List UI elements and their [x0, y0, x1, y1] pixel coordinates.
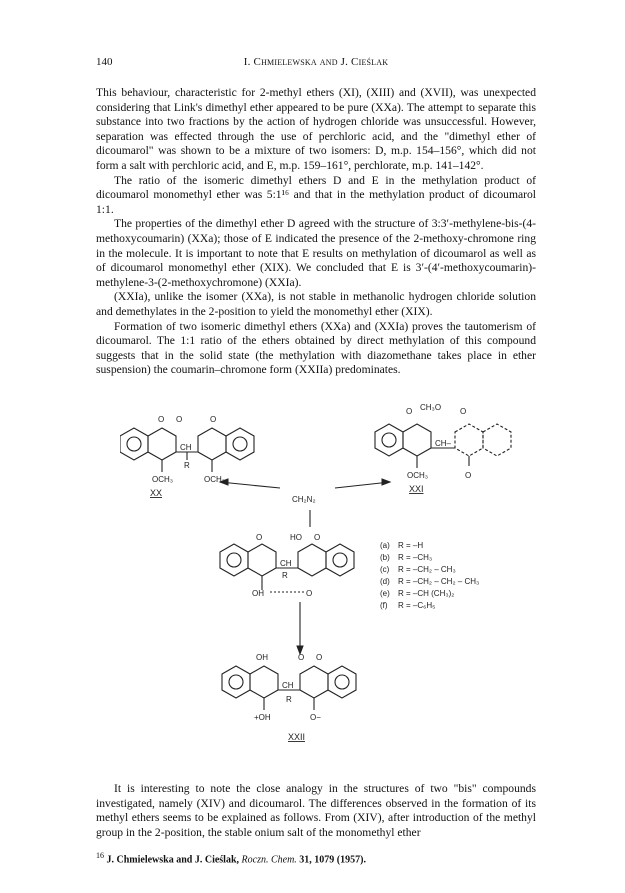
atom-label: O [176, 415, 183, 424]
atom-label: OH [252, 589, 264, 598]
footnote-ref: 16 [96, 851, 104, 860]
atom-label: CH [180, 443, 192, 452]
reaction-scheme-figure [120, 392, 520, 764]
atom-label: O [158, 415, 165, 424]
atom-label: O [314, 533, 321, 542]
footnote-authors: J. Chmielewska and J. Cieślak, [106, 854, 240, 866]
r-group-value: R = –CH₂ – CH₂ – CH₃ [398, 577, 480, 586]
atom-label: OCH₃ [407, 471, 429, 480]
atom-label: O [465, 471, 472, 480]
atom-label: R [184, 461, 190, 470]
atom-label: HO [290, 533, 302, 542]
atom-label: OH [256, 653, 268, 662]
page-number: 140 [96, 56, 113, 68]
paragraph: (XXIa), unlike the isomer (XXa), is not stable in methanolic hydrogen chloride solution and demethylates in the 2-position to yield the monomethyl ether (XIX). [96, 290, 536, 318]
atom-label: O− [310, 713, 321, 722]
atom-label: CH [280, 559, 292, 568]
r-group-value: R = –H [398, 541, 424, 550]
atom-label: O [306, 589, 313, 598]
paragraph: This behaviour, characteristic for 2-methyl ethers (XI), (XIII) and (XVII), was unexpected considering that Link's dimethyl ether appeared to be pure (XXa). The attempt to separate this substance into two fractions by the action of hydrogen chloride was unsuccessful. However, separation was effected through the use of perchloric acid, and the "dimethyl ether of dicoumarol" was shown to be a mixture of two isomers: D, m.p. 154–156°, which did not form a salt with perchloric acid, and E, m.p. 159–161°, perchlorate, m.p. 141–142°. [96, 86, 536, 172]
r-group-value: R = –C₆H₅ [398, 601, 436, 610]
running-title: I. Chmielewska and J. Cieślak [243, 56, 389, 68]
footnote-pages: 1079 (1957). [314, 854, 366, 866]
r-group-legend [380, 541, 479, 610]
body-text-bottom [96, 782, 536, 840]
atom-label: CH₃O [420, 403, 442, 412]
atom-label: +OH [254, 713, 271, 722]
compound-label-xx: XX [150, 488, 163, 498]
r-group-key: (e) [380, 589, 390, 598]
r-group-value: R = –CH₂ – CH₃ [398, 565, 456, 574]
atom-label: O [298, 653, 305, 662]
atom-label: OCH₃ [152, 475, 174, 484]
r-group-key: (f) [380, 601, 388, 610]
atom-label: OCH₃ [204, 475, 226, 484]
paragraph: The properties of the dimethyl ether D agreed with the structure of 3:3′-methylene-bis-(4-methoxycoumarin) (XXa); those of E indicated the presence of the 2-methoxy-chromone ring in the molecule. It is important to note that E results on methylation of dicoumarol as well as of dicoumarol monomethyl ether (XIX). We concluded that E is 3′-(4′-methoxycoumarin)-methylene-3-(2-methoxychromone) (XXIa). [96, 217, 536, 289]
atom-label: CH [282, 681, 294, 690]
atom-label: O [460, 407, 467, 416]
body-text-top [96, 86, 536, 378]
footnote-journal: Roczn. Chem. [241, 854, 297, 866]
r-group-key: (c) [380, 565, 390, 574]
atom-label: O [210, 415, 217, 424]
atom-label: O [406, 407, 413, 416]
atom-label: CH– [435, 439, 452, 448]
r-group-key: (b) [380, 553, 390, 562]
page-header [96, 56, 536, 72]
atom-label: R [282, 571, 288, 580]
footnote-volume: 31, [299, 854, 312, 866]
atom-label: O [316, 653, 323, 662]
r-group-key: (d) [380, 577, 390, 586]
compound-label-xxi: XXI [409, 484, 424, 494]
atom-label: R [286, 695, 292, 704]
structure-xxii-middle [220, 544, 354, 592]
compound-label-xxii: XXII [288, 732, 306, 742]
atom-label: O [256, 533, 263, 542]
footnote [96, 851, 536, 865]
r-group-value: R = –CH₃ [398, 553, 433, 562]
paragraph: It is interesting to note the close analogy in the structures of two "bis" compounds investigated, namely (XIV) and dicoumarol. The differences observed in the formation of its methyl ethers seems to be explained as follows. From (XIV), after introduction of the methyl group in the 2-position, the stable onium salt of the monomethyl ether [96, 782, 536, 839]
r-group-key: (a) [380, 541, 390, 550]
reagent-label: CH₂N₂ [292, 495, 316, 504]
paragraph: Formation of two isomeric dimethyl ethers (XXa) and (XXIa) proves the tautomerism of dicoumarol. The 1:1 ratio of the ethers obtained by direct methylation of this compound suggests that in the solid state (the methylation with diazomethane takes place in ether suspension) the coumarin–chromone form (XXIIa) predominates. [96, 319, 536, 377]
paragraph: The ratio of the isomeric dimethyl ethers D and E in the methylation product of dicoumarol monomethyl ether was 5:1¹⁶ and that in the methylation product of dicoumarol 1:1. [96, 173, 536, 216]
r-group-value: R = –CH (CH₃)₂ [398, 589, 455, 598]
